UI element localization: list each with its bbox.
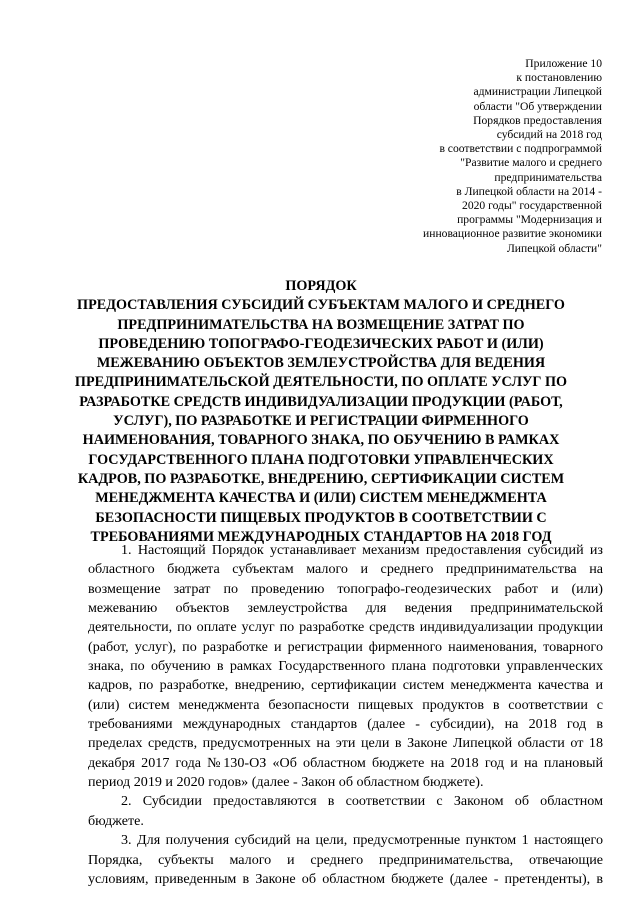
appendix-line: 2020 годы" государственной (462, 199, 602, 213)
paragraph-1-line: требованиями международных стандартов (далее - субсидии), на 2018 год в (88, 716, 603, 733)
title-line: УСЛУГ), ПО РАЗРАБОТКЕ И РЕГИСТРАЦИИ ФИРМЕННОГО (113, 413, 529, 430)
paragraph-1-line: (работ, услуг), по разработке и регистрации фирменного наименования, товарного (88, 638, 603, 655)
appendix-header (362, 57, 602, 256)
title-line: КАДРОВ, ПО РАЗРАБОТКЕ, ВНЕДРЕНИЮ, СЕРТИФИКАЦИИ СИСТЕМ (77, 470, 565, 487)
title-line: ПРЕДПРИНИМАТЕЛЬСКОЙ ДЕЯТЕЛЬНОСТИ, ПО ОПЛАТЕ УСЛУГ ПО (74, 374, 568, 391)
paragraph-1-line: деятельности, по оплате услуг по разработке средств индивидуализации продукции (88, 619, 603, 636)
appendix-line: Липецкой области" (506, 241, 602, 255)
title-line: НАИМЕНОВАНИЯ, ТОВАРНОГО ЗНАКА, ПО ОБУЧЕНИЮ В РАМКАХ (82, 432, 560, 449)
appendix-line: Приложение 10 (525, 57, 602, 70)
paragraph-1-line: декабря 2017 года №130-ОЗ «Об областном бюджете на 2018 год и на плановый (88, 754, 603, 771)
paragraph-1-line: 1. Настоящий Порядок устанавливает механизм предоставления субсидий из (121, 542, 603, 558)
title-line: ПОРЯДОК (285, 278, 357, 294)
paragraph-3-line: 3. Для получения субсидий на цели, предусмотренные пунктом 1 настоящего (121, 832, 603, 849)
paragraph-3-line: Порядка, субъекты малого и среднего предпринимательства, отвечающие (88, 851, 603, 868)
appendix-line: к постановлению (516, 71, 602, 85)
paragraph-1-line: областного бюджета субъектам малого и среднего предпринимательства на (88, 561, 603, 578)
appendix-line: в соответствии с подпрограммой (439, 142, 602, 156)
appendix-line: в Липецкой области на 2014 - (456, 184, 602, 198)
paragraph-1-line: (или) систем менеджмента безопасности пищевых продуктов в соответствии с (88, 696, 603, 713)
appendix-line: области "Об утверждении (473, 99, 602, 113)
title-line: МЕЖЕВАНИЮ ОБЪЕКТОВ ЗЕМЛЕУСТРОЙСТВА ДЛЯ ВЕДЕНИЯ (96, 355, 546, 372)
title-line: ГОСУДАРСТВЕННОГО ПЛАНА ПОДГОТОВКИ УПРАВЛЕНЧЕСКИХ (88, 451, 554, 468)
paragraph-1-line: межеванию объектов землеустройства для ведения предпринимательской (88, 600, 603, 617)
paragraph-3-line: условиям, приведенным в Законе об областном бюджете (далее - претенденты), в (88, 870, 603, 887)
title-line: ПРОВЕДЕНИЮ ТОПОГРАФО-ГЕОДЕЗИЧЕСКИХ РАБОТ И (ИЛИ) (98, 335, 544, 352)
paragraph-1-line: пределах средств, предусмотренных на эти цели в Законе Липецкой области от 18 (88, 735, 603, 752)
title-line: МЕНЕДЖМЕНТА КАЧЕСТВА И (ИЛИ) СИСТЕМ МЕНЕДЖМЕНТА (95, 490, 547, 507)
paragraph-1-line: кадров, по разработке, внедрению, сертификации систем менеджмента качества и (88, 677, 603, 694)
paragraph-2-line: 2. Субсидии предоставляются в соответствии с Законом об областном (121, 793, 603, 810)
paragraph-1-line: знака, по обучению в рамках Государственного плана подготовки управленческих (88, 658, 603, 675)
appendix-line: программы "Модернизация и (457, 213, 602, 227)
document-body (88, 541, 603, 889)
title-line: РАЗРАБОТКЕ СРЕДСТВ ИНДИВИДУАЛИЗАЦИИ ПРОДУКЦИИ (РАБОТ, (79, 393, 563, 410)
title-line: ПРЕДОСТАВЛЕНИЯ СУБСИДИЙ СУБЪЕКТАМ МАЛОГО И СРЕДНЕГО (77, 297, 565, 314)
paragraph-2-line: бюджете. (88, 812, 144, 829)
appendix-line: администрации Липецкой (473, 85, 602, 99)
title-line: ТРЕБОВАНИЯМИ МЕЖДУНАРОДНЫХ СТАНДАРТОВ НА 2018 ГОД (90, 528, 552, 545)
appendix-line: Порядков предоставления (473, 113, 602, 127)
paragraph-1-line: период 2019 и 2020 годов» (далее - Закон об областном бюджете). (88, 774, 484, 791)
appendix-line: "Развитие малого и среднего (460, 156, 602, 170)
paragraph-1-line: возмещение затрат по проведению топографо-геодезических работ и (или) (88, 580, 603, 597)
title-line: ПРЕДПРИНИМАТЕЛЬСТВА НА ВОЗМЕЩЕНИЕ ЗАТРАТ ПО (117, 316, 525, 333)
appendix-line: инновационное развитие экономики (423, 227, 602, 241)
document-title (52, 277, 590, 547)
appendix-line: предпринимательства (494, 170, 602, 184)
title-line: БЕЗОПАСНОСТИ ПИЩЕВЫХ ПРОДУКТОВ В СООТВЕТСТВИИ С (95, 509, 547, 526)
appendix-line: субсидий на 2018 год (496, 128, 602, 142)
